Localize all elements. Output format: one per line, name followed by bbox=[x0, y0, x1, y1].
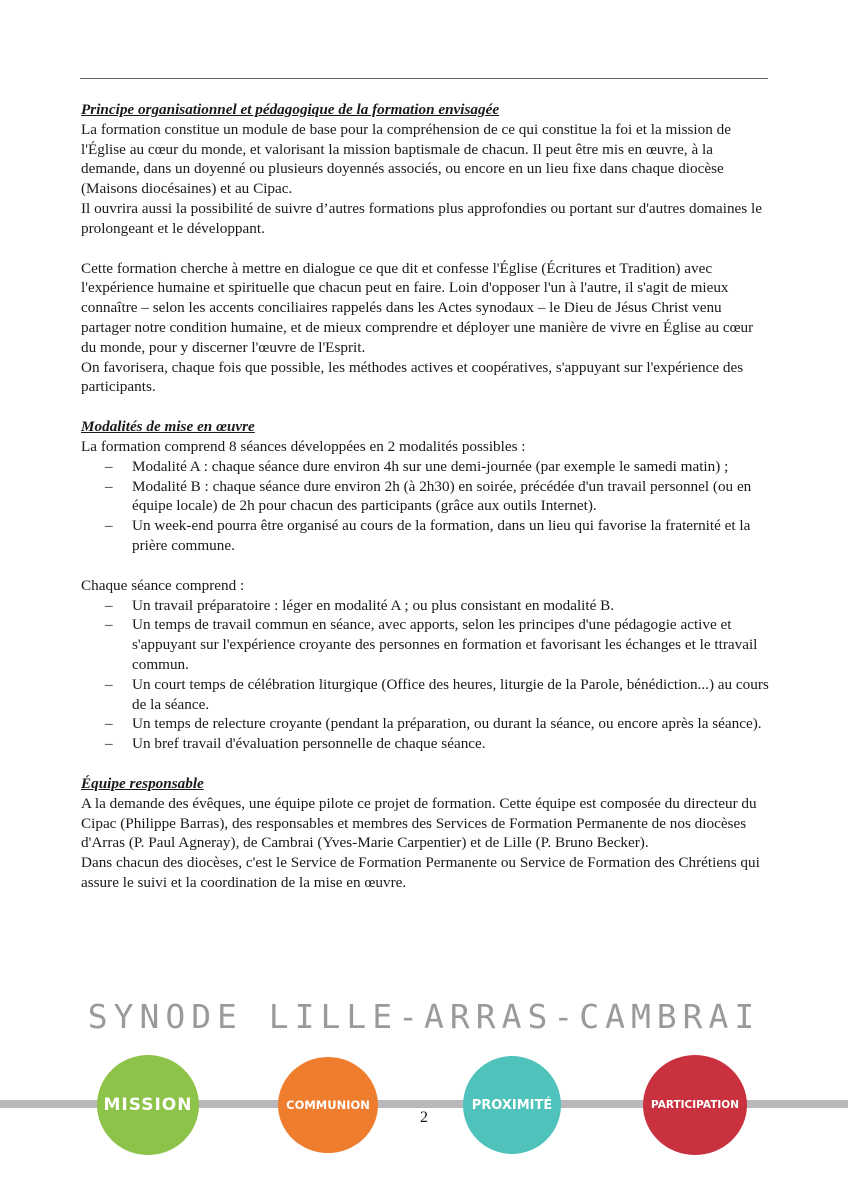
mission-circle: MISSION bbox=[97, 1055, 199, 1155]
dash-bullet: – bbox=[105, 517, 113, 535]
list-item-text: Un court temps de célébration liturgique (Office des heures, liturgie de la Parole, bénédiction...) au cours de la séance. bbox=[132, 675, 769, 713]
spacer bbox=[81, 239, 771, 259]
section-heading: Modalités de mise en œuvre bbox=[81, 418, 255, 436]
paragraph: On favorisera, chaque fois que possible, les méthodes actives et coopératives, s'appuyant sur l'expérience des participants. bbox=[81, 358, 744, 396]
list-item bbox=[105, 714, 771, 734]
dash-bullet: – bbox=[105, 477, 113, 495]
list-item-text: Un bref travail d'évaluation personnelle de chaque séance. bbox=[132, 735, 486, 753]
spacer bbox=[81, 556, 771, 576]
paragraph: Il ouvrira aussi la possibilité de suivre d’autres formations plus approfondies ou portant sur d'autres domaines le prolongeant et le développant. bbox=[81, 199, 762, 237]
list-item-text: Un temps de travail commun en séance, avec apports, selon les principes d'une pédagogie active et s'appuyant sur l'expérience croyante des personnes en formation et favorisant les échanges et le ttravail commun. bbox=[132, 616, 758, 673]
dash-bullet: – bbox=[105, 675, 113, 693]
communion-circle: COMMUNION bbox=[278, 1057, 378, 1153]
paragraph: Chaque séance comprend : bbox=[81, 576, 245, 594]
list-item bbox=[105, 734, 771, 754]
list-item-text: Modalité B : chaque séance dure environ 2h (à 2h30) en soirée, précédée d'un travail personnel (ou en équipe locale) de 2h pour chacun des participants (grâce aux outils Internet). bbox=[132, 477, 752, 515]
paragraph: La formation constitue un module de base pour la compréhension de ce qui constitue la foi et la mission de l'Église au cœur du monde, et valorisant la mission baptismale de chacun. Il peut être mis en œuvre, à la demande, dans un doyenné ou plusieurs doyennés associés, ou encore en un lieu fixe dans chaque diocèse (Maisons diocésaines) et au Cipac. bbox=[81, 120, 731, 198]
participation-circle: PARTICIPATION bbox=[643, 1055, 747, 1155]
list-item-text: Un week-end pourra être organisé au cours de la formation, dans un lieu qui favorise la fraternité et la prière commune. bbox=[132, 517, 751, 554]
synode-title: SYNODE LILLE-ARRAS-CAMBRAI bbox=[87, 997, 761, 1036]
spacer bbox=[81, 397, 771, 417]
section-heading: Principe organisationnel et pédagogique de la formation envisagée bbox=[81, 101, 500, 118]
document-body bbox=[81, 100, 771, 893]
list-item bbox=[105, 596, 771, 616]
list-item bbox=[105, 675, 771, 715]
list-item bbox=[105, 477, 771, 517]
list-item bbox=[105, 457, 771, 477]
page-number: 2 bbox=[420, 1109, 428, 1126]
paragraph: Dans chacun des diocèses, c'est le Service de Formation Permanente ou Service de Formation des Chrétiens qui assure le suivi et la coordination de la mise en œuvre. bbox=[81, 854, 760, 891]
modalites-list bbox=[81, 457, 771, 556]
paragraph: A la demande des évêques, une équipe pilote ce projet de formation. Cette équipe est composée du directeur du Cipac (Philippe Barras), des responsables et membres des Services de Formation Permanente de nos diocèses d'Arras (P. Paul Agneray), de Cambrai (Yves-Marie Carpentier) et de Lille (P. Bruno Becker). bbox=[81, 794, 757, 852]
dash-bullet: – bbox=[105, 596, 113, 614]
spacer bbox=[81, 754, 771, 774]
seance-list bbox=[81, 596, 771, 754]
dash-bullet: – bbox=[105, 735, 113, 753]
dash-bullet: – bbox=[105, 616, 113, 634]
list-item bbox=[105, 516, 771, 556]
dash-bullet: – bbox=[105, 457, 113, 475]
header-rule bbox=[80, 78, 768, 79]
list-item-text: Modalité A : chaque séance dure environ 4h sur une demi-journée (par exemple le samedi matin) ; bbox=[132, 457, 729, 475]
proximite-circle: PROXIMITÉ bbox=[463, 1056, 561, 1154]
dash-bullet: – bbox=[105, 715, 113, 733]
section-heading: Équipe responsable bbox=[81, 774, 204, 792]
list-item-text: Un temps de relecture croyante (pendant la préparation, ou durant la séance, ou encore après la séance). bbox=[132, 715, 762, 733]
list-item-text: Un travail préparatoire : léger en modalité A ; ou plus consistant en modalité B. bbox=[132, 596, 615, 614]
paragraph: Cette formation cherche à mettre en dialogue ce que dit et confesse l'Église (Écritures et Tradition) avec l'expérience humaine et spirituelle que chacun peut en faire. Loin d'opposer l'un à l'autre, il s'agit de mieux connaître – selon les accents conciliaires rappelés dans les Actes synodaux – le Dieu de Jésus Christ venu partager notre condition humaine, et de mieux comprendre et déployer une manière de vivre en Église au cœur du monde, pour y discerner l'œuvre de l'Esprit. bbox=[81, 259, 754, 356]
paragraph: La formation comprend 8 séances développées en 2 modalités possibles : bbox=[81, 437, 526, 455]
list-item bbox=[105, 615, 771, 674]
